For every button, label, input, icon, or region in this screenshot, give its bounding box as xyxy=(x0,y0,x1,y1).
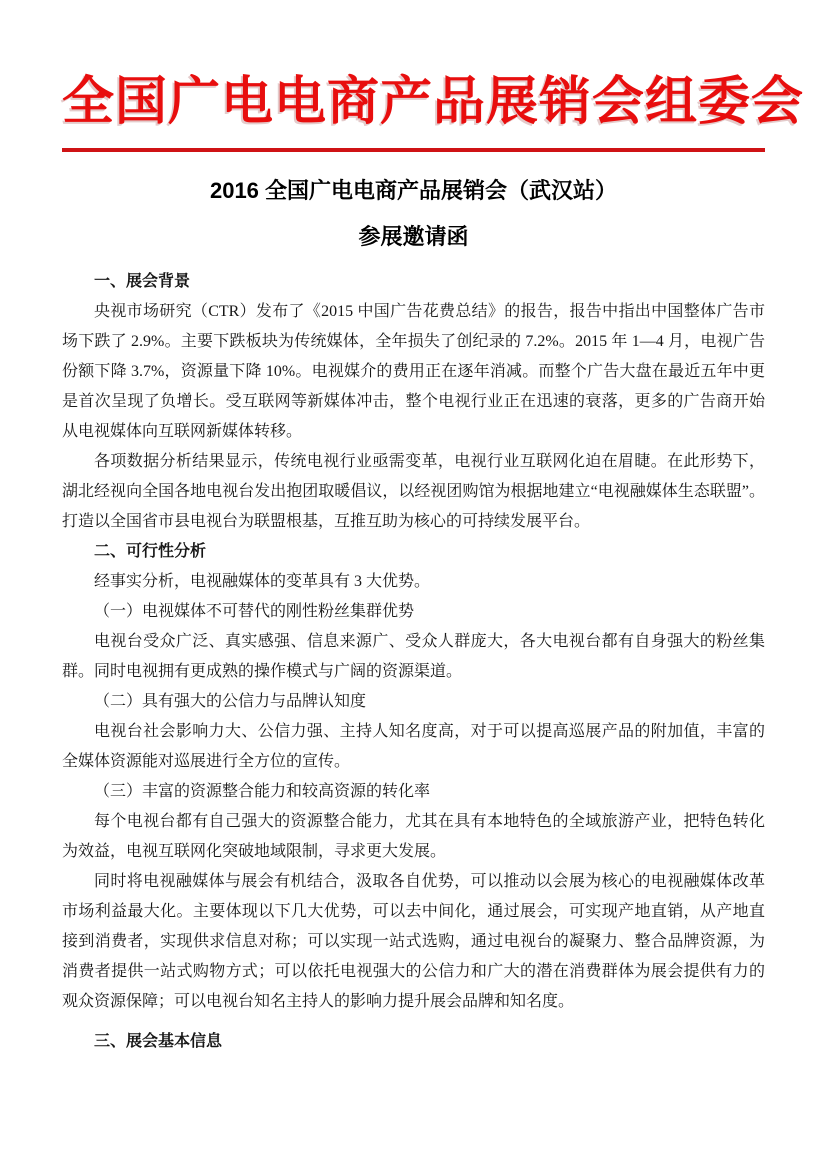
document-title: 2016 全国广电电商产品展销会（武汉站） xyxy=(209,178,618,204)
masthead-rule xyxy=(62,148,765,152)
masthead-title: 全国广电电商产品展销会组委会 xyxy=(62,74,805,131)
paragraph: 电视台受众广泛、真实感强、信息来源广、受众人群庞大，各大电视台都有自身强大的粉丝集群。同时电视拥有更成熟的操作模式与广阔的资源渠道。 xyxy=(62,633,765,681)
document-subtitle: 参展邀请函 xyxy=(358,224,469,250)
document-header xyxy=(62,72,805,152)
section-heading-background: 一、展会背景 xyxy=(94,273,191,291)
paragraph: 央视市场研究（CTR）发布了《2015 中国广告花费总结》的报告，报告中指出中国整体广告市场下跌了 2.9%。主要下跌板块为传统媒体，全年损失了创纪录的 7.2%。2015 年 1—4 月，电视广告份额下降 3.7%，资源量下降 10%。电视媒介的费用正在逐年消减。而整个广告大盘在最近五年中更是首次呈现了负增长。受互联网等新媒体冲击，整个电视行业正在迅速的衰落，更多的广告商开始从电视媒体向互联网新媒体转移。 xyxy=(62,303,765,441)
subheading-advantage-2: （二）具有强大的公信力与品牌认知度 xyxy=(94,693,367,711)
section-heading-basic-info: 三、展会基本信息 xyxy=(94,1033,223,1051)
paragraph: 电视台社会影响力大、公信力强、主持人知名度高，对于可以提高巡展产品的附加值，丰富的全媒体资源能对巡展进行全方位的宣传。 xyxy=(62,723,765,771)
paragraph: 同时将电视融媒体与展会有机结合，汲取各自优势，可以推动以会展为核心的电视融媒体改革市场利益最大化。主要体现以下几大优势，可以去中间化，通过展会，可实现产地直销，从产地直接到消费者，实现供求信息对称；可以实现一站式选购，通过电视台的凝聚力、整合品牌资源，为消费者提供一站式购物方式；可以依托电视强大的公信力和广大的潜在消费群体为展会提供有力的观众资源保障；可以电视台知名主持人的影响力提升展会品牌和知名度。 xyxy=(62,873,765,1011)
paragraph: 经事实分析，电视融媒体的变革具有 3 大优势。 xyxy=(94,573,431,591)
paragraph: 每个电视台都有自己强大的资源整合能力，尤其在具有本地特色的全域旅游产业，把特色转化为效益，电视互联网化突破地域限制，寻求更大发展。 xyxy=(62,813,765,861)
subheading-advantage-1: （一）电视媒体不可替代的刚性粉丝集群优势 xyxy=(94,603,415,621)
subheading-advantage-3: （三）丰富的资源整合能力和较高资源的转化率 xyxy=(94,783,431,801)
document-body xyxy=(62,267,765,1057)
section-heading-feasibility: 二、可行性分析 xyxy=(94,543,207,561)
paragraph: 各项数据分析结果显示，传统电视行业亟需变革，电视行业互联网化迫在眉睫。在此形势下，湖北经视向全国各地电视台发出抱团取暖倡议，以经视团购馆为根据地建立“电视融媒体生态联盟”。打造以全国省市县电视台为联盟根基，互推互助为核心的可持续发展平台。 xyxy=(62,453,765,531)
